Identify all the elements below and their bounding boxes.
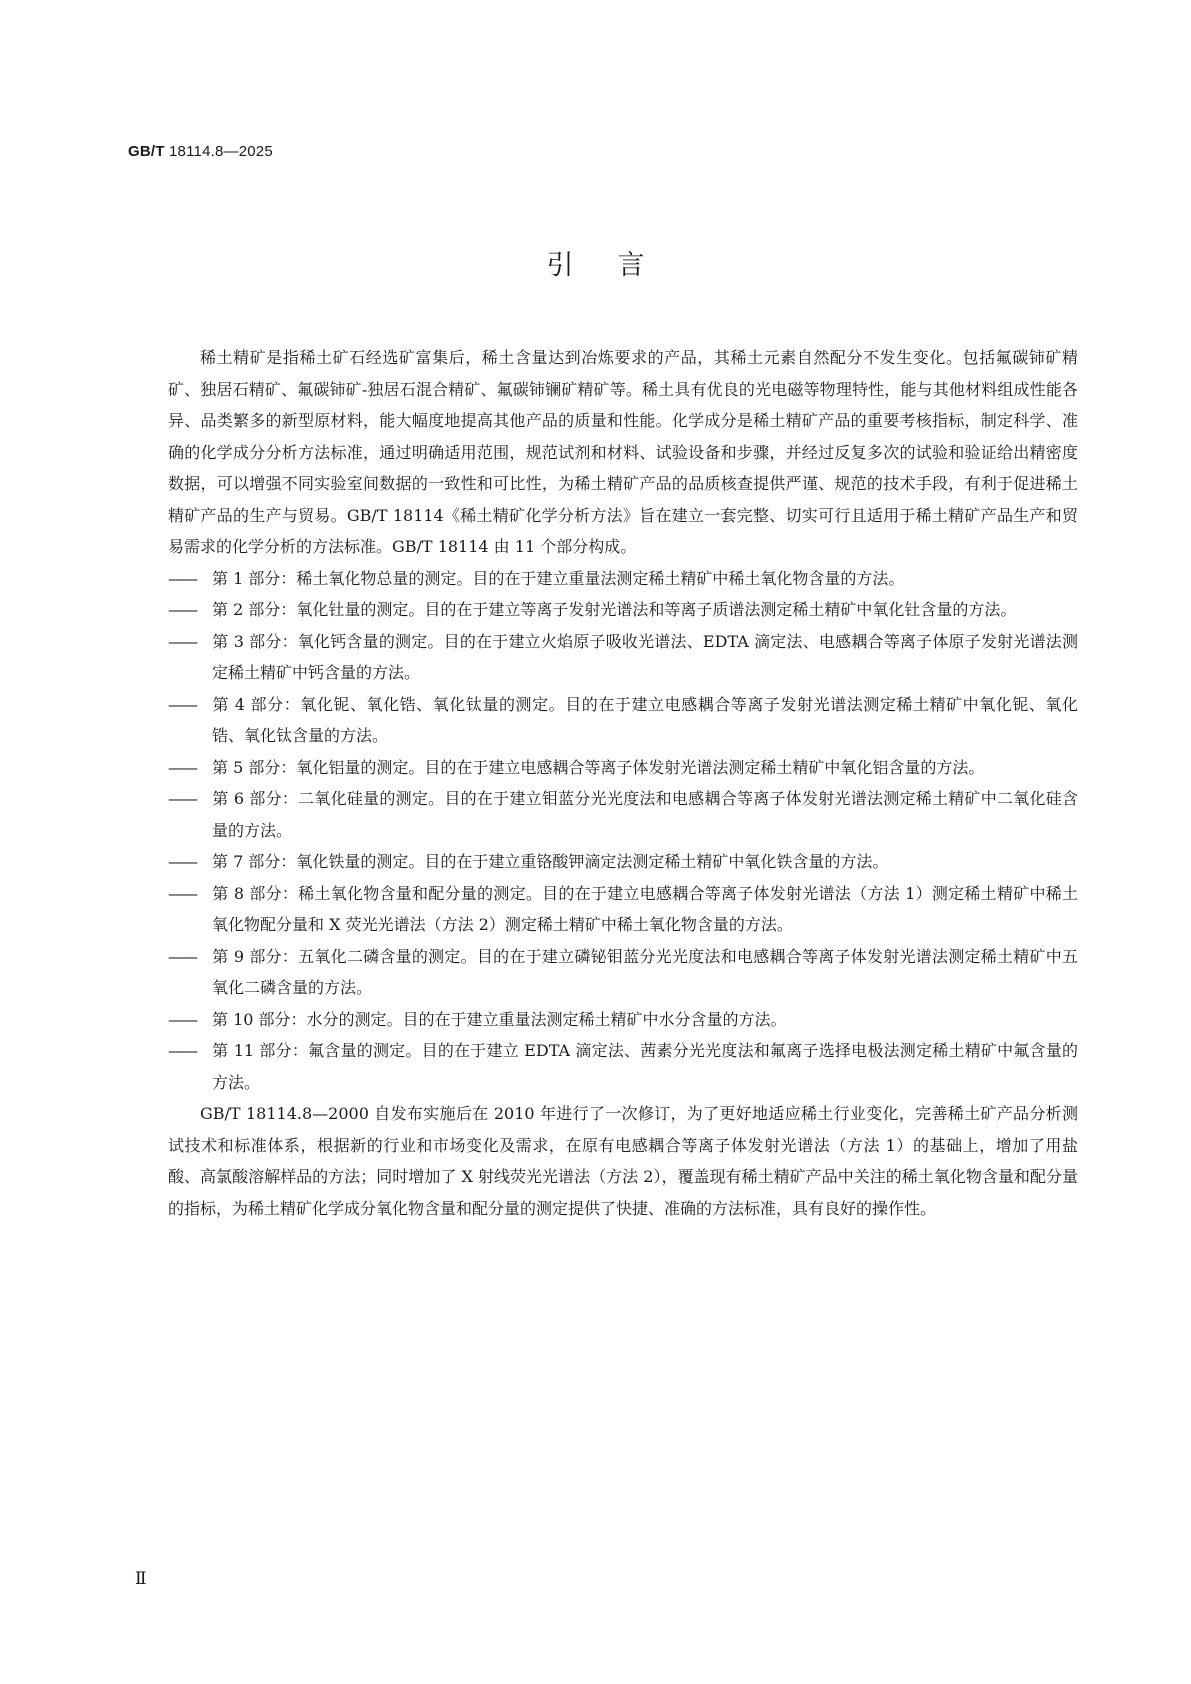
- list-item-text: 第 6 部分：二氧化硅量的测定。目的在于建立钼蓝分光光度法和电感耦合等离子体发射光谱法测定稀土精矿中二氧化硅含量的方法。: [212, 789, 1078, 840]
- list-item: [168, 1035, 1078, 1098]
- list-item-text: 第 7 部分：氧化铁量的测定。目的在于建立重铬酸钾滴定法测定稀土精矿中氧化铁含量的方法。: [212, 852, 889, 871]
- list-item-text: 第 8 部分：稀土氧化物含量和配分量的测定。目的在于建立电感耦合等离子体发射光谱法（方法 1）测定稀土精矿中稀土氧化物配分量和 X 荧光光谱法（方法 2）测定稀土精矿中稀土氧化物含量的方法。: [212, 883, 1078, 934]
- list-item: [168, 626, 1078, 689]
- list-dash: ——: [168, 694, 196, 714]
- list-item: [168, 783, 1078, 846]
- parts-list: [168, 563, 1078, 1099]
- intro-paragraph: 稀土精矿是指稀土矿石经选矿富集后，稀土含量达到冶炼要求的产品，其稀土元素自然配分不发生变化。包括氟碳铈矿精矿、独居石精矿、氟碳铈矿-独居石混合精矿、氟碳铈镧矿精矿等。稀土具有优良的光电磁等物理特性，能与其他材料组成性能各异、品类繁多的新型原材料，能大幅度地提高其他产品的质量和性能。化学成分是稀土精矿产品的重要考核指标，制定科学、准确的化学成分分析方法标准，通过明确适用范围，规范试剂和材料、试验设备和步骤，并经过反复多次的试验和验证给出精密度数据，可以增强不同实验室间数据的一致性和可比性，为稀土精矿产品的品质核查提供严谨、规范的技术手段，有利于促进稀土精矿产品的生产与贸易。GB/T 18114《稀土精矿化学分析方法》旨在建立一套完整、切实可行且适用于稀土精矿产品生产和贸易需求的化学分析的方法标准。GB/T 18114 由 11 个部分构成。: [168, 348, 1078, 556]
- list-dash: ——: [168, 600, 196, 619]
- standard-code: [128, 143, 273, 160]
- list-item-text: 第 5 部分：氧化铝量的测定。目的在于建立电感耦合等离子体发射光谱法测定稀土精矿中氧化铝含量的方法。: [212, 757, 985, 777]
- list-item-text: 第 9 部分：五氧化二磷含量的测定。目的在于建立磷铋钼蓝分光光度法和电感耦合等离子体发射光谱法测定稀土精矿中五氧化二磷含量的方法。: [212, 946, 1078, 997]
- list-dash: ——: [168, 946, 196, 966]
- list-dash: ——: [168, 852, 196, 871]
- list-dash: ——: [168, 883, 196, 903]
- standard-number: 18114.8—2025: [169, 143, 273, 160]
- list-item-text: 第 11 部分：氟含量的测定。目的在于建立 EDTA 滴定法、茜素分光光度法和氟离子选择电极法测定稀土精矿中氟含量的方法。: [212, 1041, 1078, 1092]
- list-dash: ——: [168, 1009, 196, 1029]
- list-item-text: 第 4 部分：氧化铌、氧化锆、氧化钛量的测定。目的在于建立电感耦合等离子发射光谱法测定稀土精矿中氧化铌、氧化锆、氧化钛含量的方法。: [212, 694, 1078, 745]
- list-dash: ——: [168, 757, 196, 777]
- list-item-text: 第 1 部分：稀土氧化物总量的测定。目的在于建立重量法测定稀土精矿中稀土氧化物含量的方法。: [212, 568, 905, 588]
- list-item-text: 第 10 部分：水分的测定。目的在于建立重量法测定稀土精矿中水分含量的方法。: [212, 1009, 787, 1029]
- standard-prefix: GB/T: [128, 143, 165, 160]
- list-dash: ——: [168, 631, 196, 651]
- list-item: [168, 752, 1078, 784]
- document-body: [168, 342, 1078, 1224]
- list-item-text: 第 2 部分：氧化钍量的测定。目的在于建立等离子发射光谱法和等离子质谱法测定稀土精矿中氧化钍含量的方法。: [212, 600, 1017, 619]
- list-item-text: 第 3 部分：氧化钙含量的测定。目的在于建立火焰原子吸收光谱法、EDTA 滴定法、电感耦合等离子体原子发射光谱法测定稀土精矿中钙含量的方法。: [212, 631, 1078, 682]
- list-item: [168, 1004, 1078, 1036]
- list-dash: ——: [168, 568, 196, 588]
- list-item: [168, 846, 1078, 878]
- list-item: [168, 941, 1078, 1004]
- list-dash: ——: [168, 1041, 196, 1060]
- page-title: 引言: [546, 250, 689, 281]
- page-number: Ⅱ: [135, 1569, 147, 1589]
- list-item: [168, 594, 1078, 626]
- list-item: [168, 563, 1078, 595]
- list-dash: ——: [168, 789, 196, 808]
- list-item: [168, 878, 1078, 941]
- closing-paragraph: GB/T 18114.8—2000 自发布实施后在 2010 年进行了一次修订，为了更好地适应稀土行业变化，完善稀土矿产品分析测试技术和标准体系，根据新的行业和市场变化及需求，在原有电感耦合等离子体发射光谱法（方法 1）的基础上，增加了用盐酸、高氯酸溶解样品的方法；同时增加了 X 射线荧光光谱法（方法 2），覆盖现有稀土精矿产品中关注的稀土氧化物含量和配分量的指标，为稀土精矿化学成分氧化物含量和配分量的测定提供了快捷、准确的方法标准，具有良好的操作性。: [168, 1104, 1078, 1218]
- list-item: [168, 689, 1078, 752]
